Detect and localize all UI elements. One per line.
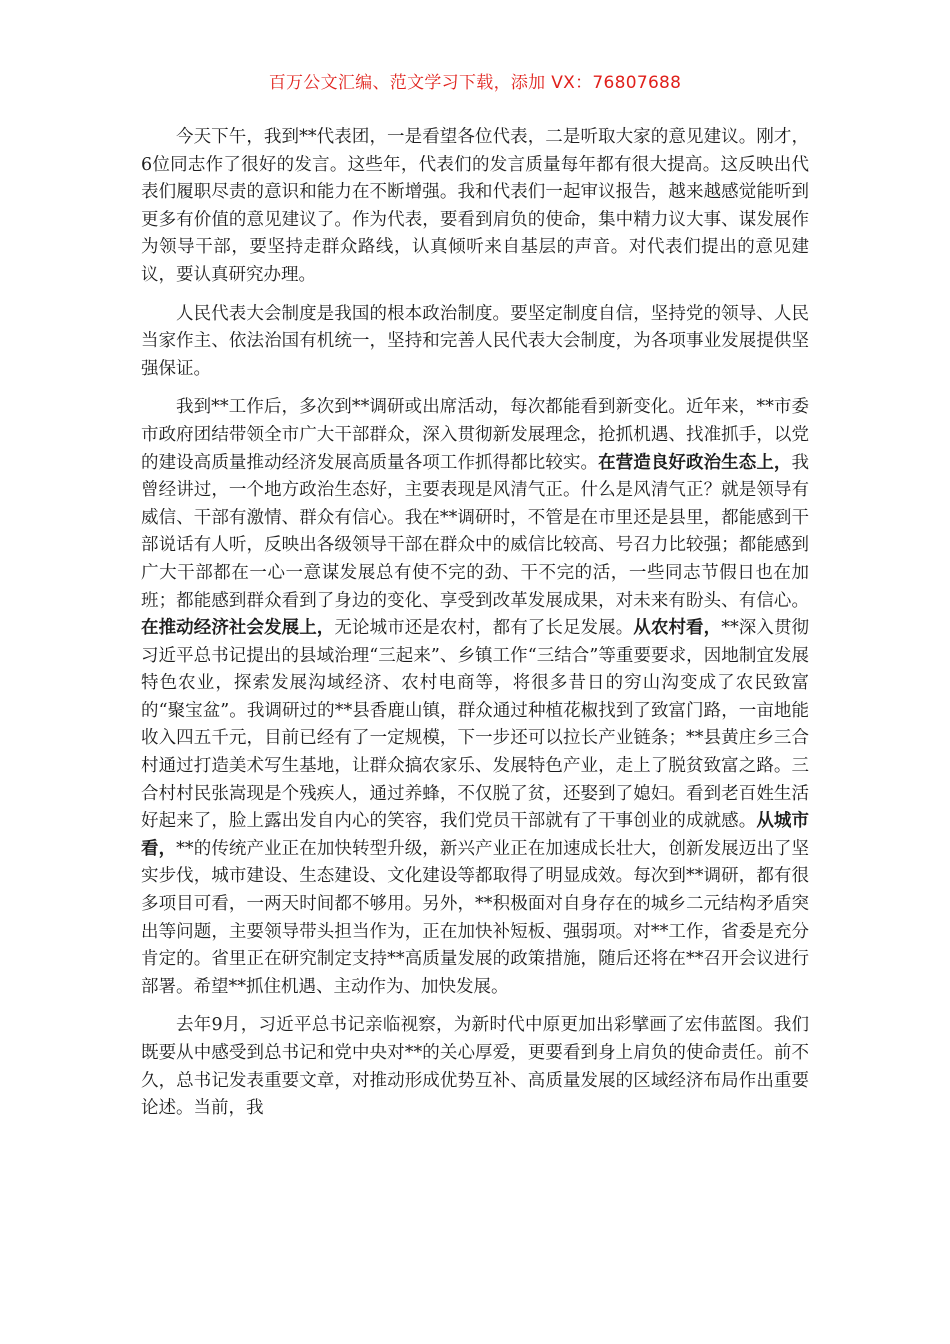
bold-heading: 从城市看，	[141, 811, 810, 859]
text-segment: 今天下午，我到**代表团，一是看望各位代表，二是听取大家的意见建议。刚才，6位同志作了很好的发言。这些年，代表们的发言质量每年都有很大提高。这反映出代表们履职尽责的意识和能力在不断增强。我和代表们一起审议报告，越来越感觉能听到更多有价值的意见建议了。作为代表，要看到肩负的使命，集中精力议大事、谋发展作为领导干部，要坚持走群众路线，认真倾听来自基层的声音。对代表们提出的意见建议，要认真研究办理。	[141, 127, 809, 285]
text-segment: 去年9月，习近平总书记亲临视察，为新时代中原更加出彩擘画了宏伟蓝图。我们既要从中感受到总书记和党中央对**的关心厚爱，更要看到身上肩负的使命责任。前不久，总书记发表重要文章，对推动形成优势互补、高质量发展的区域经济布局作出重要论述。当前，我	[141, 1015, 809, 1119]
text-segment: 无论城市还是农村，都有了长足发展。	[334, 618, 634, 639]
bold-heading: 从农村看，	[633, 618, 722, 639]
text-segment: **深入贯彻习近平总书记提出的县域治理“三起来”、乡镇工作“三结合”等重要要求，因地制宜发展特色农业，探索发展沟域经济、农村电商等，将很多昔日的穷山沟变成了农民致富的“聚宝盆”。我调研过的**县香鹿山镇，群众通过种植花椒找到了致富门路，一亩地能收入四五千元，目前已经有了一定规模，下一步还可以拉长产业链条；**县黄庄乡三合村通过打造美术写生基地，让群众搞农家乐、发展特色产业，走上了脱贫致富之路。三合村村民张嵩现是个残疾人，通过养蜂，不仅脱了贫，还娶到了媳妇。看到老百姓生活好起来了，脸上露出发自内心的笑容，我们党员干部就有了干事创业的成就感。	[141, 618, 810, 832]
text-segment: 人民代表大会制度是我国的根本政治制度。要坚定制度自信，坚持党的领导、人民当家作主、依法治国有机统一，坚持和完善人民代表大会制度，为各项事业发展提供坚强保证。	[141, 303, 809, 379]
bold-heading: 在推动经济社会发展上，	[141, 618, 335, 639]
text-segment: 我曾经讲过，一个地方政治生态好，主要表现是风清气正。什么是风清气正？就是领导有威信、干部有激情、群众有信心。我在**调研时，不管是在市里还是县里，都能感到干部说话有人听，反映出各级领导干部在群众中的威信比较高、号召力比较强；都能感到广大干部都在一心一意谋发展总有使不完的劲、干不完的活，一些同志节假日也在加班；都能感到群众看到了身边的变化、享受到改革发展成果，对未来有盼头、有信心。	[141, 452, 810, 611]
paragraph	[141, 124, 809, 290]
paragraph	[141, 301, 809, 384]
text-segment: 我到**工作后，多次到**调研或出席活动，每次都能看到新变化。近年来，**市委市政府团结带领全市广大干部群众，深入贯彻新发展理念，抢抓机遇、找准抓手，以党的建设高质量推动经济发展高质量各项工作抓得都比较实。	[141, 397, 809, 473]
header-banner: 百万公文汇编、范文学习下载，添加 VX：76807688	[268, 73, 682, 93]
paragraph	[141, 394, 809, 1001]
paragraph	[141, 1012, 809, 1122]
text-segment: **的传统产业正在加快转型升级，新兴产业正在加速成长壮大，创新发展迈出了坚实步伐，城市建设、生态建设、文化建设等都取得了明显成效。每次到**调研，都有很多项目可看，一两天时间都不够用。另外，**积极面对自身存在的城乡二元结构矛盾突出等问题，主要领导带头担当作为，正在加快补短板、强弱项。对**工作，省委是充分肯定的。省里正在研究制定支持**高质量发展的政策措施，随后还将在**召开会议进行部署。希望**抓住机遇、主动作为、加快发展。	[141, 838, 810, 997]
document-body	[141, 124, 809, 1134]
bold-heading: 在营造良好政治生态上，	[598, 452, 792, 473]
